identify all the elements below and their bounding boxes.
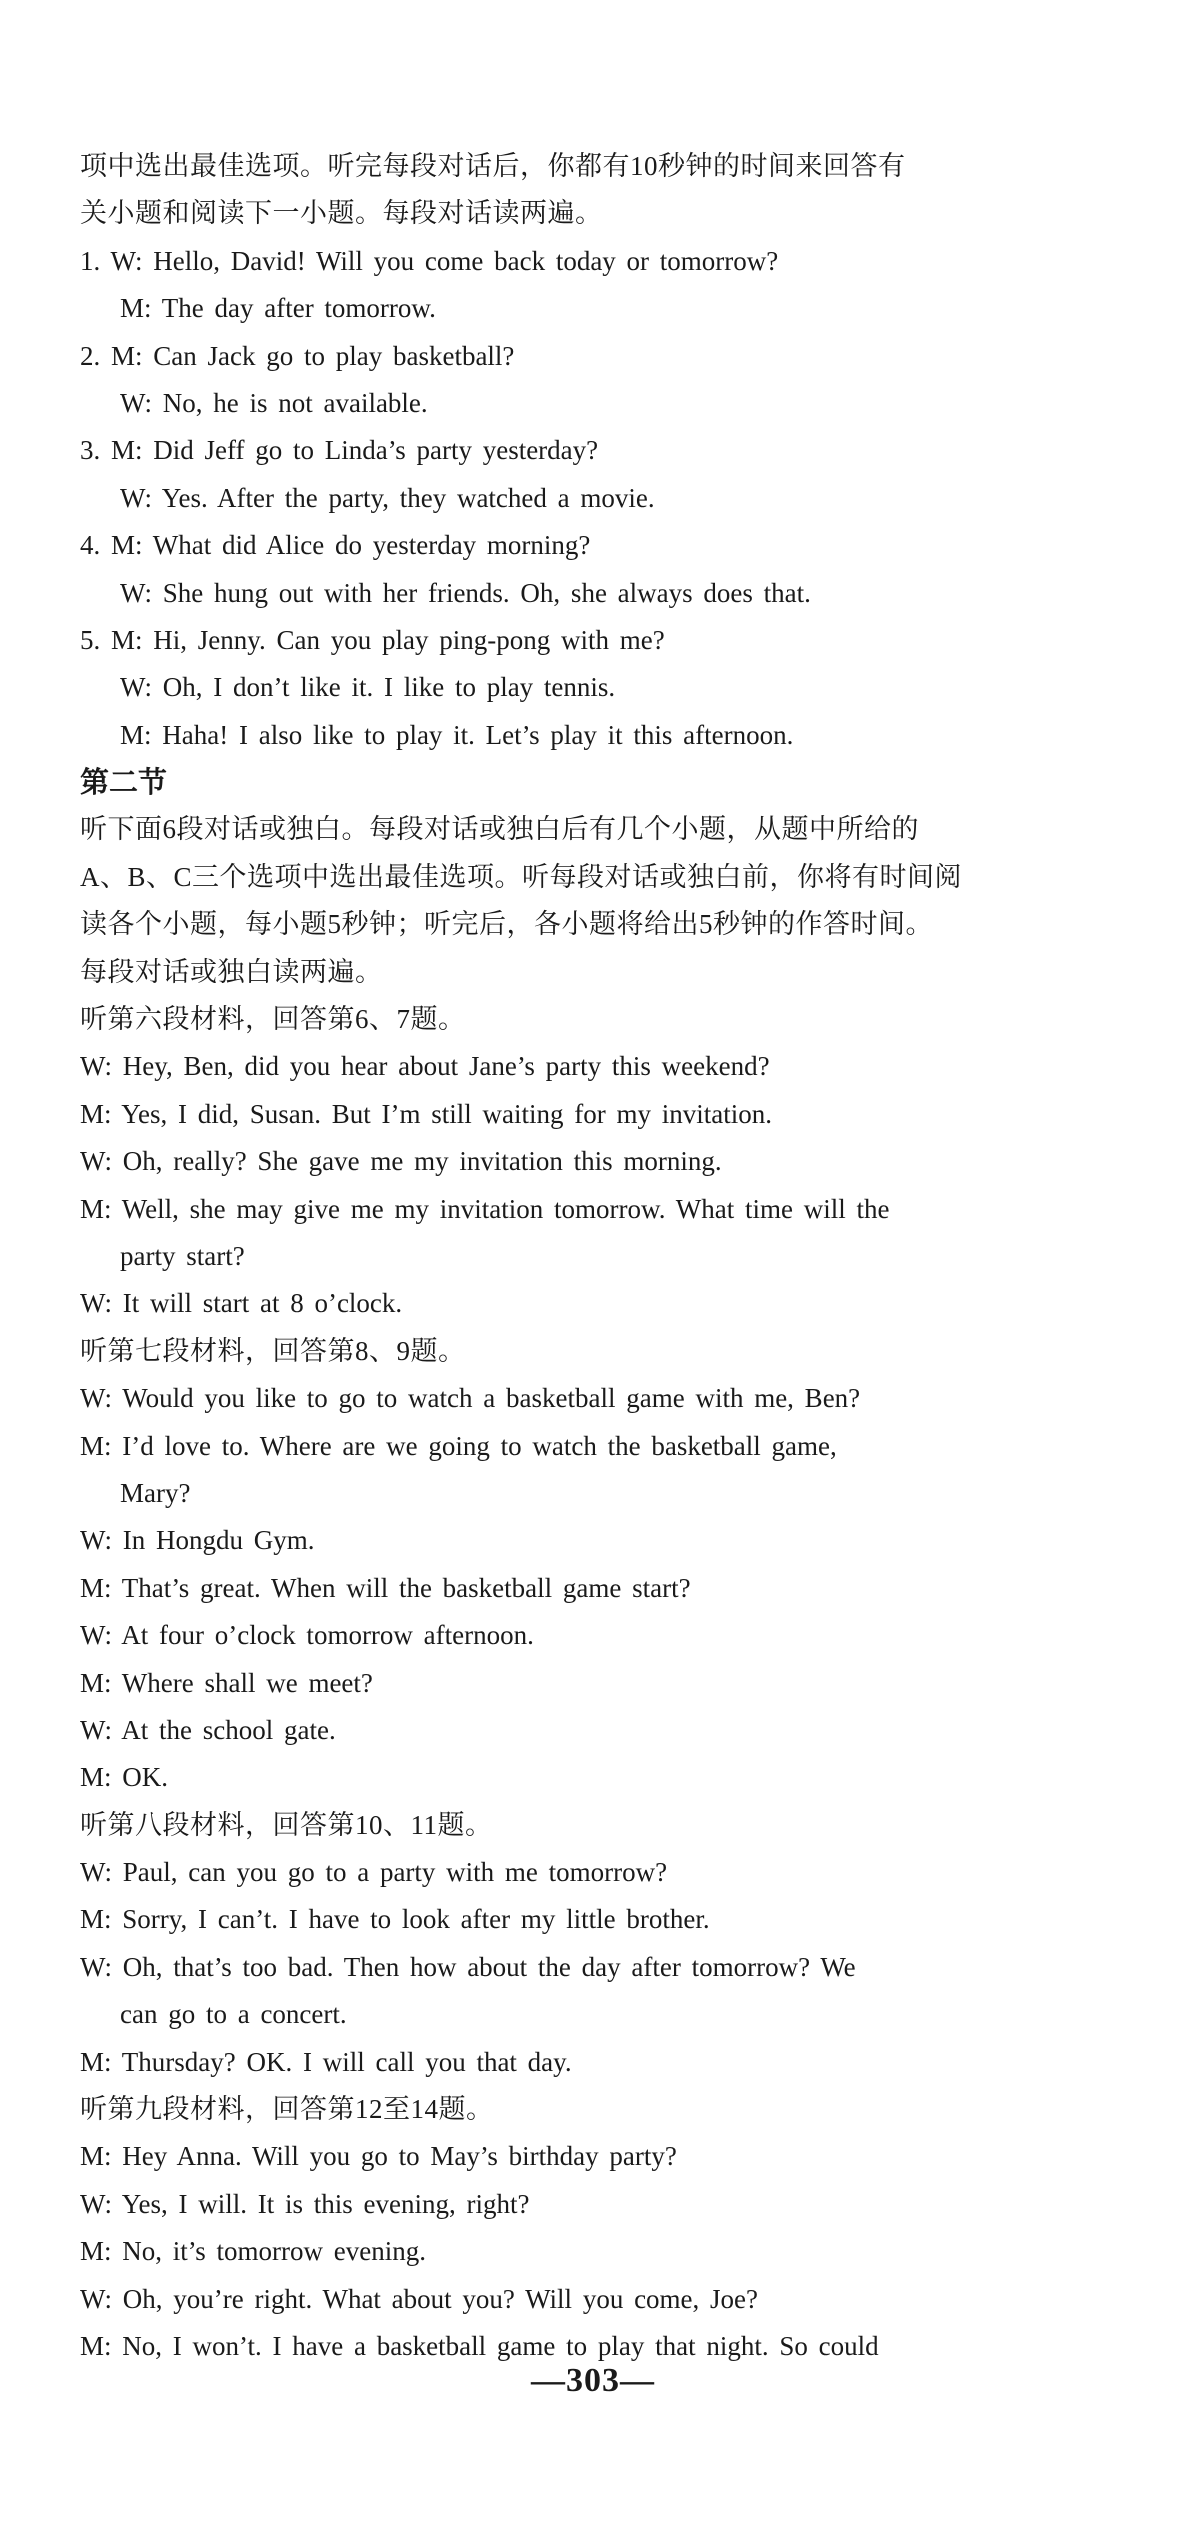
- text-body: [80, 143, 1120, 2370]
- section-heading: 第二节: [80, 765, 168, 800]
- text-line: W: Oh, you’re right. What about you? Will you come, Joe?: [80, 2283, 759, 2314]
- text-line: 3. M: Did Jeff go to Linda’s party yesterday?: [80, 435, 599, 466]
- text-line: W: Paul, can you go to a party with me tomorrow?: [80, 1857, 668, 1888]
- text-line: 每段对话或独白读两遍。: [80, 956, 383, 987]
- text-line: 听第七段材料，回答第8、9题。: [80, 1335, 466, 1366]
- text-line: W: Yes. After the party, they watched a movie.: [120, 482, 655, 513]
- text-line: A、B、C三个选项中选出最佳选项。听每段对话或独白前，你将有时间阅: [80, 861, 963, 892]
- text-line: 项中选出最佳选项。听完每段对话后，你都有10秒钟的时间来回答有: [80, 151, 906, 181]
- page-number: —303—: [531, 2362, 655, 2399]
- text-line: 关小题和阅读下一小题。每段对话读两遍。: [80, 198, 603, 229]
- text-line: Mary?: [120, 1477, 191, 1508]
- text-line: M: That’s great. When will the basketball game start?: [80, 1572, 691, 1603]
- text-line: 2. M: Can Jack go to play basketball?: [80, 340, 515, 371]
- text-line: W: At the school gate.: [80, 1714, 336, 1745]
- text-line: M: Yes, I did, Susan. But I’m still waiting for my invitation.: [80, 1098, 773, 1129]
- text-line: W: It will start at 8 o’clock.: [80, 1288, 403, 1319]
- text-line: W: She hung out with her friends. Oh, she always does that.: [120, 577, 811, 608]
- text-line: can go to a concert.: [120, 1999, 347, 2030]
- text-line: 1. W: Hello, David! Will you come back today or tomorrow?: [80, 245, 779, 276]
- text-line: M: Well, she may give me my invitation tomorrow. What time will the: [80, 1193, 890, 1224]
- text-line: M: I’d love to. Where are we going to watch the basketball game,: [80, 1430, 837, 1461]
- text-line: W: Oh, that’s too bad. Then how about the day after tomorrow? We: [80, 1951, 856, 1982]
- text-line: M: OK.: [80, 1762, 169, 1793]
- text-line: M: Hey Anna. Will you go to May’s birthday party?: [80, 2141, 677, 2172]
- text-line: 听第六段材料，回答第6、7题。: [80, 1004, 466, 1035]
- text-line: W: Hey, Ben, did you hear about Jane’s party this weekend?: [80, 1051, 770, 1082]
- text-line: W: At four o’clock tomorrow afternoon.: [80, 1620, 534, 1651]
- text-line: W: Yes, I will. It is this evening, right?: [80, 2188, 530, 2219]
- text-line: M: No, I won’t. I have a basketball game to play that night. So could: [80, 2330, 879, 2361]
- text-line: W: Would you like to go to watch a basketball game with me, Ben?: [80, 1383, 861, 1414]
- text-line: W: Oh, really? She gave me my invitation this morning.: [80, 1146, 722, 1177]
- text-line: W: No, he is not available.: [120, 387, 428, 418]
- text-line: 读各个小题，每小题5秒钟；听完后，各小题将给出5秒钟的作答时间。: [80, 909, 933, 940]
- text-line: M: Where shall we meet?: [80, 1667, 373, 1698]
- text-line: 4. M: What did Alice do yesterday morning?: [80, 530, 591, 561]
- text-line: 5. M: Hi, Jenny. Can you play ping-pong with me?: [80, 624, 665, 655]
- text-line: W: In Hongdu Gym.: [80, 1525, 315, 1556]
- text-line: M: Sorry, I can’t. I have to look after my little brother.: [80, 1904, 710, 1935]
- text-line: M: The day after tomorrow.: [120, 293, 436, 324]
- text-line: M: Thursday? OK. I will call you that day.: [80, 2046, 572, 2077]
- text-line: W: Oh, I don’t like it. I like to play tennis.: [120, 672, 616, 703]
- text-line: party start?: [120, 1240, 245, 1271]
- text-line: M: No, it’s tomorrow evening.: [80, 2236, 426, 2267]
- text-line: 听下面6段对话或独白。每段对话或独白后有几个小题，从题中所给的: [80, 814, 919, 845]
- text-line: 听第八段材料，回答第10、11题。: [80, 1809, 493, 1840]
- text-line: M: Haha! I also like to play it. Let’s play it this afternoon.: [120, 719, 794, 750]
- text-line: 听第九段材料，回答第12至14题。: [80, 2094, 494, 2125]
